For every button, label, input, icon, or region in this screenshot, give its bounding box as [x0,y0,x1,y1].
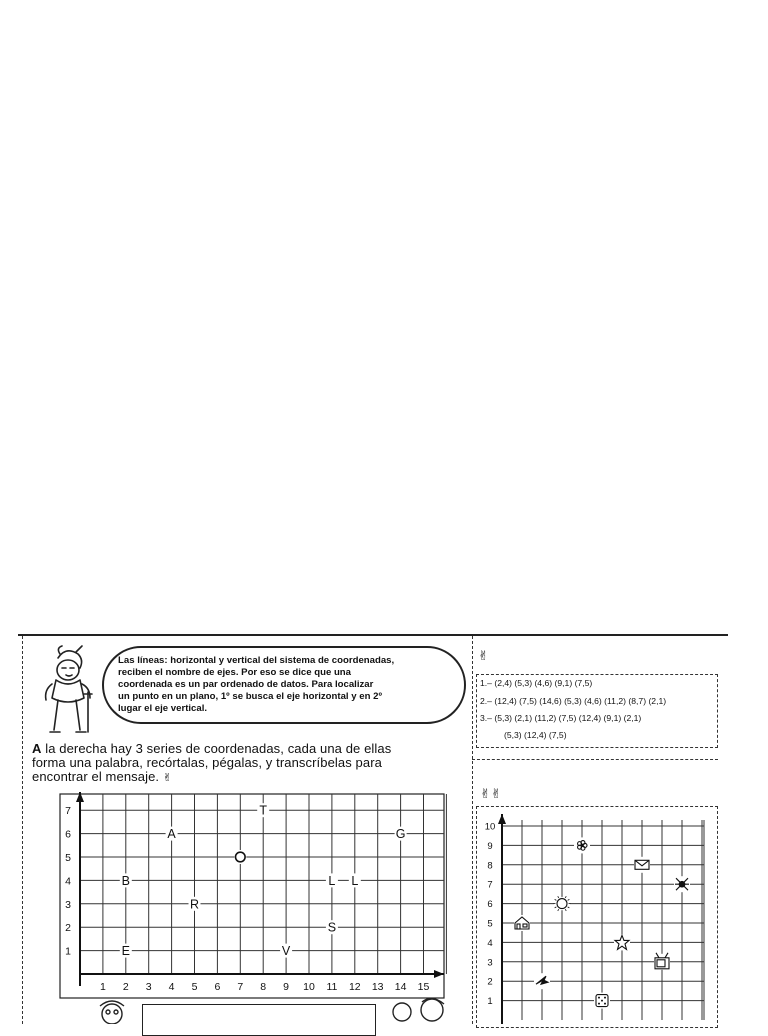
x-tick-label: 13 [371,981,384,993]
flower-center [581,844,583,846]
y-tick-label: 9 [487,840,493,852]
grid-frame [60,794,444,998]
instruction-line [32,742,468,756]
point-letter: E [121,944,130,959]
y-tick-label: 4 [487,937,493,949]
instruction-line [32,770,468,785]
bubble-line: reciben el nombre de ejes. Por eso se dice que una [118,667,351,678]
point-letter: T [259,803,268,818]
instruction-text: la derecha hay 3 series de coordenadas, cada una de ellas [41,741,392,756]
point-letter: L [328,873,336,888]
point-letter: R [189,897,200,912]
y-tick-label: 7 [487,879,493,891]
point-letter: V [281,944,291,959]
x-tick-label: 6 [214,981,221,993]
x-tick-label: 1 [99,981,106,993]
x-tick-label: 7 [237,981,244,993]
point-letter: G [395,827,406,842]
right-cut-line [472,759,718,760]
star-icon [614,934,630,950]
scissors-icon: ✌ [478,648,489,663]
point-letter: S [327,920,337,935]
point-letter: A [167,827,176,842]
knight-illustration [36,644,98,736]
explanation-text [118,655,458,715]
top-rule [18,634,728,636]
x-tick-label: 8 [260,981,267,993]
x-tick-label: 4 [168,981,175,993]
instructions [32,742,468,785]
x-tick-label: 14 [394,981,407,993]
y-tick-label: 6 [487,899,493,911]
die-pip [604,1003,606,1005]
left-cut-line [22,636,23,1024]
y-tick-label: 1 [65,945,71,958]
bubble-line: coordenada es un par ordenado de datos. Para localizar [118,679,374,690]
y-tick-label: 6 [65,828,71,841]
point-letter: B [121,873,130,888]
envelope-icon [634,857,650,873]
series-1: 1.– (2,4) (5,3) (4,6) (9,1) (7,5) [480,678,593,688]
x-tick-label: 5 [191,981,198,993]
x-tick-label: 3 [145,981,152,993]
arrow-icon [534,973,550,989]
y-tick-label: 10 [484,821,496,833]
instruction-text: encontrar el mensaje. [32,769,160,784]
series-2: 2.– (12,4) (7,5) (14,6) (5,3) (4,6) (11,2) (8,7) (2,1) [480,696,667,706]
x-tick-label: 9 [283,981,290,993]
point-letter: L [351,873,359,888]
y-tick-label: 4 [65,875,71,888]
spider-icon [674,876,690,892]
y-axis-arrow [498,814,506,824]
x-tick-label: 15 [417,981,430,993]
icon-backdrop [654,954,670,970]
point-marker [236,852,246,862]
tv-icon [654,953,670,970]
y-tick-label: 3 [65,898,71,911]
spider-body [679,881,685,887]
die-pip [604,997,606,999]
icon-backdrop [634,857,650,873]
x-tick-label: 2 [122,981,129,993]
die-pip [598,997,600,999]
y-tick-label: 7 [65,805,71,818]
y-tick-label: 5 [487,918,493,930]
sun-icon [554,895,571,912]
die-pip [601,1000,603,1002]
icon-backdrop [554,896,570,912]
letter-coordinate-grid [56,790,448,1000]
y-tick-label: 3 [487,957,493,969]
doodle-kids-icon [382,996,454,1024]
series-3-continued: (5,3) (12,4) (7,5) [504,730,567,740]
die-icon [594,993,610,1009]
instruction-line: forma una palabra, recórtalas, pégalas, y transcríbelas para [32,755,382,770]
flower-icon [574,837,590,853]
answer-box [142,1004,376,1036]
die-pip [598,1003,600,1005]
bubble-line: Las líneas: horizontal y vertical del sistema de coordenadas, [118,655,395,666]
y-tick-label: 5 [65,852,71,864]
y-tick-label: 1 [487,996,493,1008]
doodle-face-icon [92,998,136,1024]
middle-cut-line [472,636,473,1024]
x-tick-label: 12 [348,981,361,993]
y-tick-label: 2 [65,922,71,935]
icon-coordinate-grid [480,812,712,1024]
drop-cap: A [32,741,42,756]
scissors-icon: ✌✌ [480,786,502,801]
bubble-line: lugar el eje vertical. [118,703,208,714]
x-tick-label: 11 [326,981,338,993]
house-icon [514,915,530,931]
series-3: 3.– (5,3) (2,1) (11,2) (7,5) (12,4) (9,1) (2,1) [480,713,642,723]
bubble-line: un punto en un plano, 1º se busca el eje horizontal y en 2º [118,691,382,702]
pointing-hand-icon: ✌ [162,772,173,784]
x-axis-arrow [434,970,444,978]
y-tick-label: 2 [487,976,493,988]
x-tick-label: 10 [303,981,315,993]
y-tick-label: 8 [487,860,493,872]
